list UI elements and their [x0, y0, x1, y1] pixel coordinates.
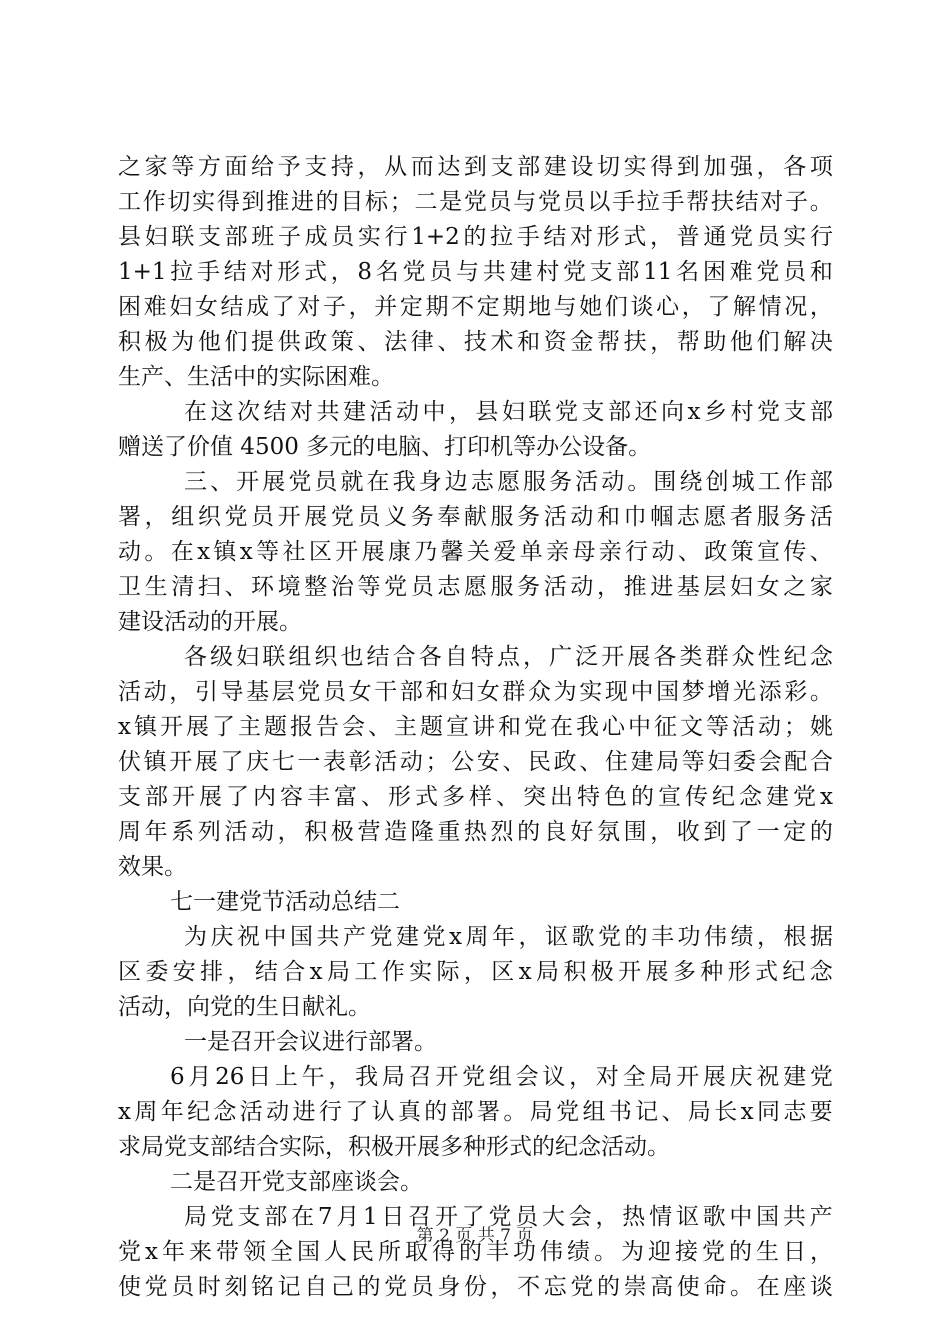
text-line: 工 作 切 实 得 到 推 进 的 目 标 ； 二 是 党 员 与 党 员 以 手 拉 手 帮 扶 结 对 子 。	[118, 189, 833, 215]
text-line: 赠送了价值 4500 多元的电脑、打印机等办公设备。	[118, 434, 652, 460]
text-line: x 周 年 纪 念 活 动 进 行 了 认 真 的 部 署 。 局 党 组 书 记 、 局 长 x 同 志 要	[118, 1099, 833, 1125]
document-body	[118, 150, 833, 1305]
text-line: 求局党支部结合实际，积极开展多种形式的纪念活动。	[118, 1134, 670, 1160]
text-line: 党 x 年 来 带 领 全 国 人 民 所 取 得 的 丰 功 伟 绩 。 为 迎 接 党 的 生 日 ，	[118, 1239, 833, 1265]
text-line: 区 委 安 排 ， 结 合 x 局 工 作 实 际 ， 区 x 局 积 极 开 展 多 种 形 式 纪 念	[118, 959, 833, 985]
text-line: 积 极 为 他 们 提 供 政 策 、 法 律 、 技 术 和 资 金 帮 扶 ， 帮 助 他 们 解 决	[118, 329, 833, 355]
text-line: 动 。 在 x 镇 x 等 社 区 开 展 康 乃 馨 关 爱 单 亲 母 亲 行 动 、 政 策 宣 传 、	[118, 539, 833, 565]
text-line: 伏 镇 开 展 了 庆 七 一 表 彰 活 动 ； 公 安 、 民 政 、 住 建 局 等 妇 委 会 配 合	[118, 749, 833, 775]
text-line: 三 、 开 展 党 员 就 在 我 身 边 志 愿 服 务 活 动 。 围 绕 创 城 工 作 部	[184, 469, 833, 495]
text-line: 卫 生 清 扫 、 环 境 整 治 等 党 员 志 愿 服 务 活 动 ， 推 进 基 层 妇 女 之 家	[118, 574, 833, 600]
text-line: 1+1 拉 手 结 对 形 式 ， 8 名 党 员 与 共 建 村 党 支 部 11 名 困 难 党 员 和	[118, 259, 833, 285]
text-line: 效果。	[118, 854, 187, 880]
text-line: 周 年 系 列 活 动 ， 积 极 营 造 隆 重 热 烈 的 良 好 氛 围 ， 收 到 了 一 定 的	[118, 819, 833, 845]
text-line: 二是召开党支部座谈会。	[170, 1169, 423, 1195]
text-line: 6 月 26 日 上 午 ， 我 局 召 开 党 组 会 议 ， 对 全 局 开 展 庆 祝 建 党	[170, 1064, 833, 1090]
text-line: 使 党 员 时 刻 铭 记 自 己 的 党 员 身 份 ， 不 忘 党 的 崇 高 使 命 。 在 座 谈	[118, 1274, 833, 1300]
text-line: 在 这 次 结 对 共 建 活 动 中 ， 县 妇 联 党 支 部 还 向 x 乡 村 党 支 部	[184, 399, 833, 425]
text-line: 各 级 妇 联 组 织 也 结 合 各 自 特 点 ， 广 泛 开 展 各 类 群 众 性 纪 念	[184, 644, 833, 670]
text-line: 七一建党节活动总结二	[170, 889, 400, 915]
text-line: 建设活动的开展。	[118, 609, 302, 635]
text-line: 支 部 开 展 了 内 容 丰 富 、 形 式 多 样 、 突 出 特 色 的 宣 传 纪 念 建 党 x	[118, 784, 833, 810]
text-line: 局 党 支 部 在 7 月 1 日 召 开 了 党 员 大 会 ， 热 情 讴 歌 中 国 共 产	[184, 1204, 833, 1230]
text-line: 为 庆 祝 中 国 共 产 党 建 党 x 周 年 ， 讴 歌 党 的 丰 功 伟 绩 ， 根 据	[184, 924, 833, 950]
text-line: 县 妇 联 支 部 班 子 成 员 实 行 1+2 的 拉 手 结 对 形 式 ， 普 通 党 员 实 行	[118, 224, 833, 250]
text-line: 生产、生活中的实际困难。	[118, 364, 394, 390]
text-line: x 镇 开 展 了 主 题 报 告 会 、 主 题 宣 讲 和 党 在 我 心 中 征 文 等 活 动 ； 姚	[118, 714, 833, 740]
text-line: 活 动 ， 引 导 基 层 党 员 女 干 部 和 妇 女 群 众 为 实 现 中 国 梦 增 光 添 彩 。	[118, 679, 833, 705]
text-line: 之 家 等 方 面 给 予 支 持 ， 从 而 达 到 支 部 建 设 切 实 得 到 加 强 ， 各 项	[118, 154, 833, 180]
text-line: 活动，向党的生日献礼。	[118, 994, 371, 1020]
text-line: 困 难 妇 女 结 成 了 对 子 ， 并 定 期 不 定 期 地 与 她 们 谈 心 ， 了 解 情 况 ，	[118, 294, 833, 320]
text-line: 一是召开会议进行部署。	[184, 1029, 437, 1055]
page-footer: 第 2 页 共 7 页	[416, 1226, 534, 1246]
text-line: 署 ， 组 织 党 员 开 展 党 员 义 务 奉 献 服 务 活 动 和 巾 帼 志 愿 者 服 务 活	[118, 504, 833, 530]
